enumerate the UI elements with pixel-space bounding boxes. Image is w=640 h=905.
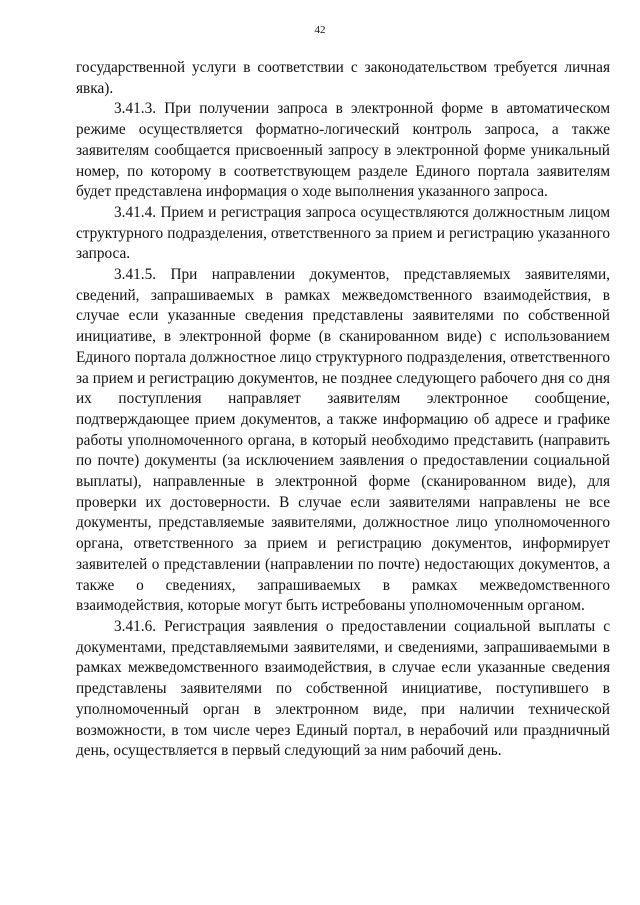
paragraph-3-41-6: 3.41.6. Регистрация заявления о предоставлении социальной выплаты с документами, представляемыми заявителями, и сведениями, запрашиваемыми в рамках межведомственного взаимодействия, в случае если указанные сведения представлены заявителями по собственной инициативе, поступившего в уполномоченный орган в электронном виде, при наличии технической возможности, в том числе через Единый портал, в нерабочий или праздничный день, осуществляется в первый следующий за ним рабочий день. — [76, 617, 610, 760]
page-number: 42 — [314, 24, 326, 36]
document-body — [76, 58, 610, 762]
paragraph-3-41-3: 3.41.3. При получении запроса в электронной форме в автоматическом режиме осуществляется форматно-логический контроль запроса, а также заявителям сообщается присвоенный запросу в электронной форме уникальный номер, по которому в соответствующем разделе Единого портала заявителям будет представлена информация о ходе выполнения указанного запроса. — [76, 100, 610, 201]
paragraph-3-41-5: 3.41.5. При направлении документов, представляемых заявителями, сведений, запрашиваемых в рамках межведомственного взаимодействия, в случае если указанные сведения представлены заявителями по собственной инициативе, в электронной форме (в сканированном виде) с использованием Единого портала должностное лицо структурного подразделения, ответственного за прием и регистрацию документов, не позднее следующего рабочего дня со дня их поступления направляет заявителям электронное сообщение, подтверждающее прием документов, а также информацию об адресе и графике работы уполномоченного органа, в который необходимо представить (направить по почте) документы (за исключением заявления о предоставлении социальной выплаты), направленные в электронной форме (сканированном виде), для проверки их достоверности. В случае если заявителями направлены не все документы, представляемые заявителями, должностное лицо уполномоченного органа, ответственного за прием и регистрацию документов, информирует заявителей о представлении (направлении по почте) недостающих документов, а также о сведениях, запрашиваемых в рамках межведомственного взаимодействия, которые могут быть истребованы уполномоченным органом. — [76, 266, 610, 615]
paragraph-3-41-4: 3.41.4. Прием и регистрация запроса осуществляются должностным лицом структурного подразделения, ответственного за прием и регистрацию указанного запроса. — [76, 203, 610, 263]
paragraph-continuation: государственной услуги в соответствии с законодательством требуется личная явка). — [76, 59, 610, 97]
